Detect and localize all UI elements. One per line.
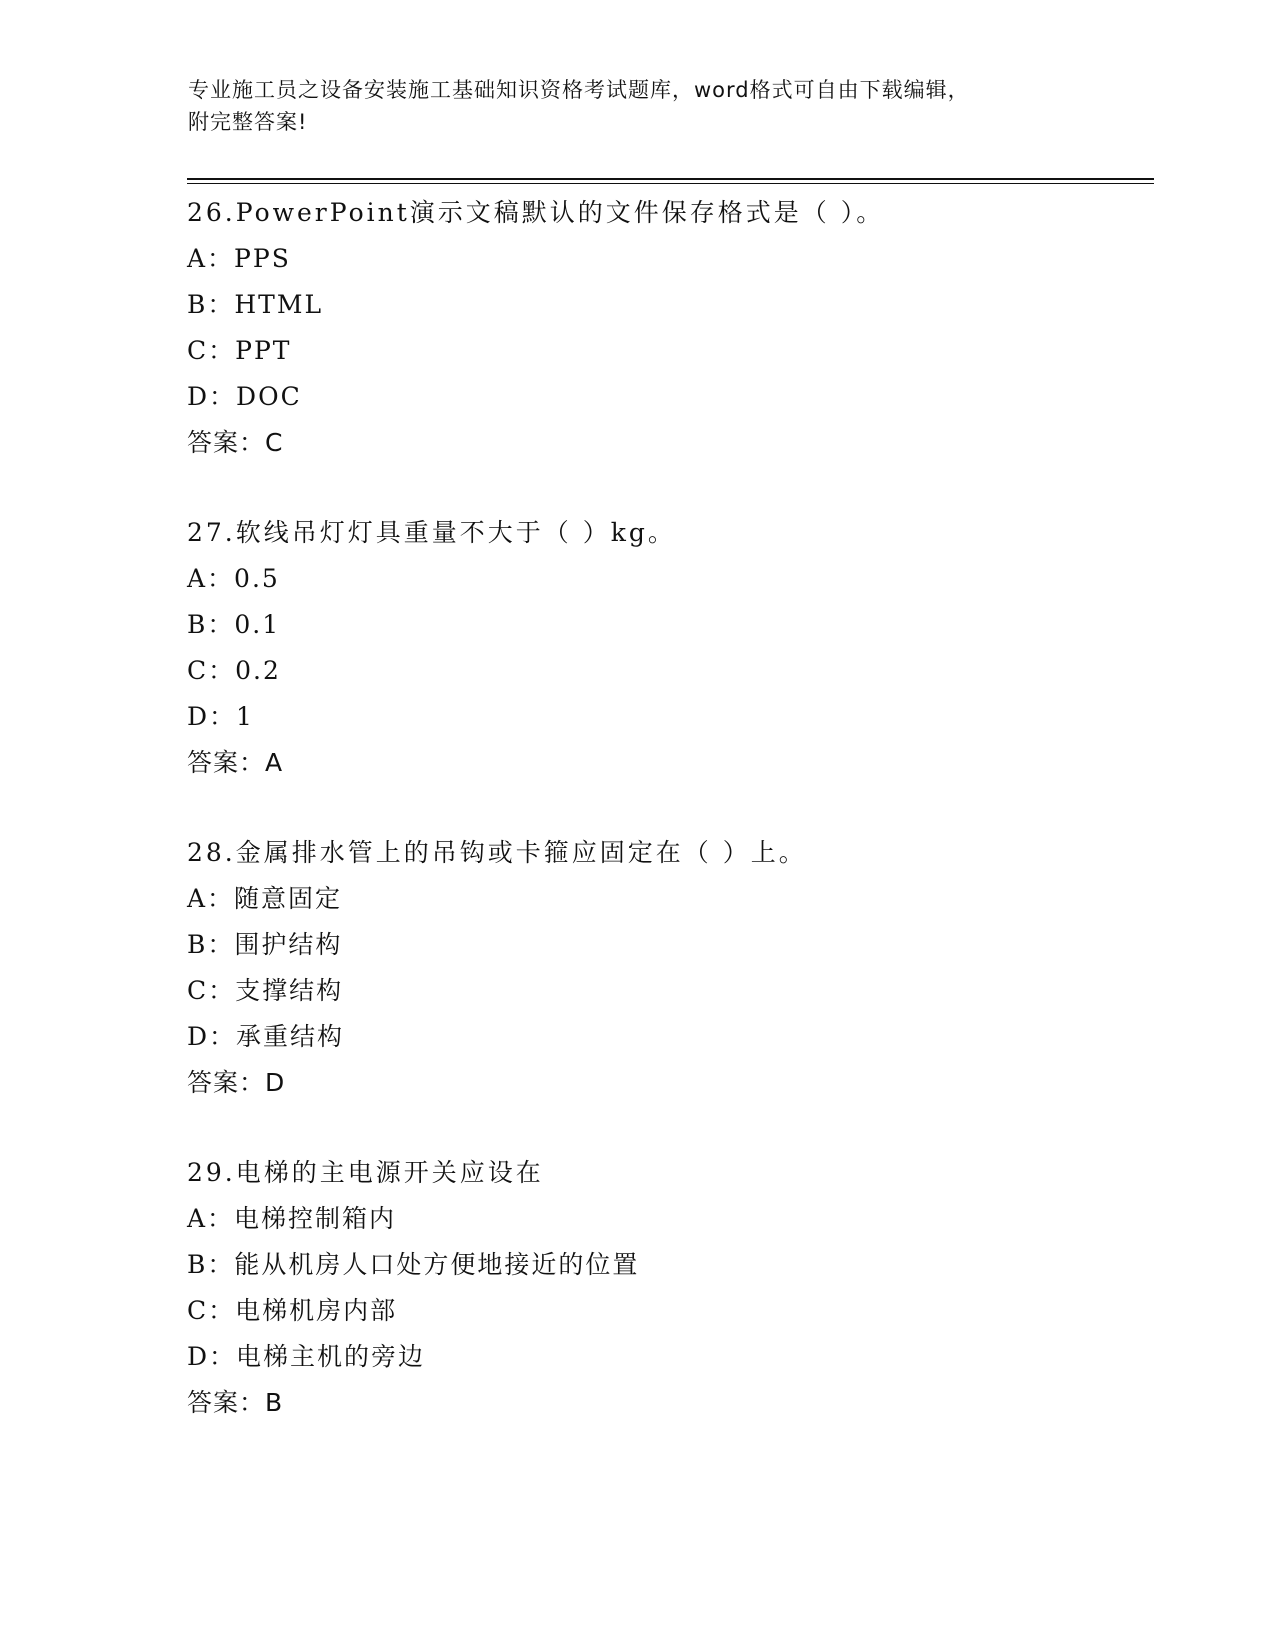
option-b: B：0.1 xyxy=(187,610,281,639)
header-line-2: 附完整答案! xyxy=(188,110,308,134)
question-29 xyxy=(187,1150,1147,1470)
header-rule-thin xyxy=(187,183,1154,184)
question-stem: 27.软线吊灯灯具重量不大于（ ）kg。 xyxy=(187,518,676,547)
option-a: A：随意固定 xyxy=(187,884,343,913)
answer-text: 答案：B xyxy=(187,1388,284,1417)
option-a: A：PPS xyxy=(187,244,291,273)
option-c: C：0.2 xyxy=(187,656,281,685)
question-28 xyxy=(187,830,1147,1150)
option-a: A：电梯控制箱内 xyxy=(187,1204,397,1233)
answer-text: 答案：C xyxy=(187,428,284,457)
header-line-1: 专业施工员之设备安装施工基础知识资格考试题库，word格式可自由下载编辑， xyxy=(188,78,970,102)
option-d: D：承重结构 xyxy=(187,1022,345,1051)
question-list xyxy=(187,190,1147,1470)
option-d: D：电梯主机的旁边 xyxy=(187,1342,426,1371)
option-c: C：PPT xyxy=(187,336,292,365)
document-header xyxy=(188,74,1068,138)
option-c: C：电梯机房内部 xyxy=(187,1296,398,1325)
answer-text: 答案：A xyxy=(187,748,284,777)
question-27 xyxy=(187,510,1147,830)
question-stem: 26.PowerPoint演示文稿默认的文件保存格式是（ ）。 xyxy=(187,198,885,227)
question-stem: 29.电梯的主电源开关应设在 xyxy=(187,1158,544,1187)
option-d: D：DOC xyxy=(187,382,302,411)
header-rule-thick xyxy=(187,178,1154,180)
answer-text: 答案：D xyxy=(187,1068,286,1097)
option-c: C：支撑结构 xyxy=(187,976,344,1005)
option-d: D：1 xyxy=(187,702,254,731)
question-stem: 28.金属排水管上的吊钩或卡箍应固定在（ ）上。 xyxy=(187,838,807,867)
question-26 xyxy=(187,190,1147,510)
option-a: A：0.5 xyxy=(187,564,280,593)
option-b: B：HTML xyxy=(187,290,324,319)
option-b: B：能从机房人口处方便地接近的位置 xyxy=(187,1250,640,1279)
option-b: B：围护结构 xyxy=(187,930,343,959)
